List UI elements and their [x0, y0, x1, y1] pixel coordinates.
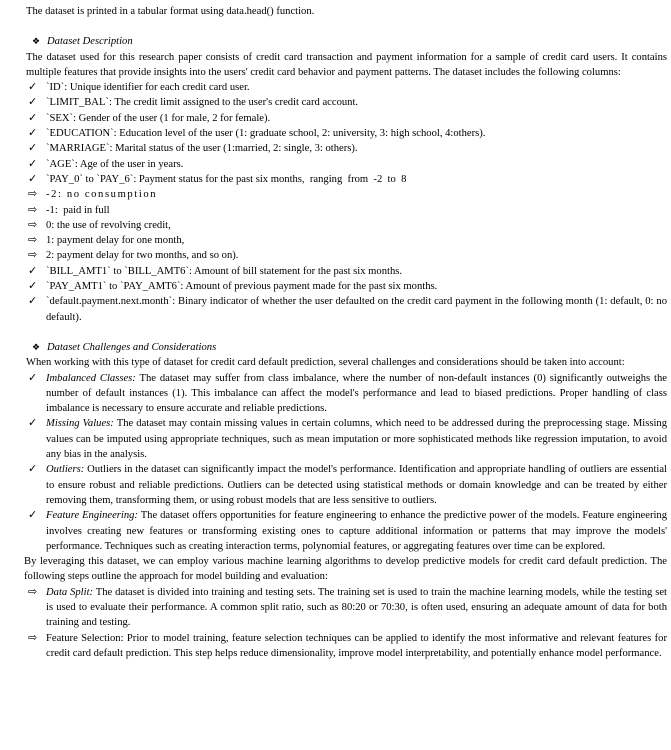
list-item-text: `PAY_AMT1` to `PAY_AMT6`: Amount of previous payment made for the past six months. — [46, 281, 438, 293]
list-item — [26, 95, 667, 110]
arrow-right-icon: ⇨ — [28, 249, 38, 262]
list-item — [26, 294, 667, 325]
list-item-term: Feature Engineering: — [46, 510, 138, 522]
checkmark-icon: ✓ — [28, 280, 38, 293]
diamond-bullet-icon: ❖ — [31, 341, 41, 352]
list-item — [26, 371, 667, 417]
checkmark-icon: ✓ — [28, 463, 38, 476]
list-item — [26, 80, 667, 95]
list-item-text: `default.payment.next.month`: Binary indicator of whether the user defaulted on the credit card payment in the following month (1: default, 0: no default). — [46, 296, 667, 323]
list-item-text — [46, 462, 667, 508]
sub-list-item — [26, 233, 667, 248]
checkmark-icon: ✓ — [28, 157, 38, 170]
sub-list-item — [26, 187, 667, 202]
checkmark-icon: ✓ — [28, 81, 38, 94]
list-item — [26, 111, 667, 126]
checkmark-icon: ✓ — [28, 295, 38, 308]
list-item-text: 1: payment delay for one month, — [46, 235, 185, 247]
list-item-text: 0: the use of revolving credit, — [46, 219, 171, 231]
list-item-text — [46, 585, 667, 631]
section-title: Dataset Challenges and Considerations — [47, 341, 217, 353]
checkmark-icon: ✓ — [28, 142, 38, 155]
sub-list-item — [26, 218, 667, 233]
list-item-text: -2: no consumption — [46, 189, 158, 201]
list-item-term: Imbalanced Classes: — [46, 372, 136, 384]
checkmark-icon: ✓ — [28, 417, 38, 430]
arrow-right-icon: ⇨ — [28, 234, 38, 247]
arrow-right-icon: ⇨ — [28, 203, 38, 216]
list-item-body: Outliers in the dataset can significantly impact the model's performance. Identification and appropriate handling of outliers are essential to ensure robust and reliable predictions. Outliers can be detected using statistical methods or domain knowledge and can be treated by either removing them, transforming them, or using robust models that are less sensitive to outliers. — [46, 464, 667, 506]
checkmark-icon: ✓ — [28, 96, 38, 109]
checkmark-icon: ✓ — [28, 371, 38, 384]
list-item-text — [46, 416, 667, 462]
approach-paragraph: By leveraging this dataset, we can employ various machine learning algorithms to develop predictive models for credit card default prediction. The following steps outline the approach for model building and evaluation: — [24, 556, 667, 583]
section-title: Dataset Description — [47, 36, 133, 48]
column-list — [26, 80, 667, 325]
list-item-text: `EDUCATION`: Education level of the user (1: graduate school, 2: university, 3: high school, 4:others). — [46, 128, 486, 140]
sub-list-item — [26, 248, 667, 263]
checkmark-icon: ✓ — [28, 111, 38, 124]
list-item — [26, 126, 667, 141]
diamond-bullet-icon: ❖ — [31, 36, 41, 47]
list-item-text: `AGE`: Age of the user in years. — [46, 158, 184, 170]
section-heading-challenges — [26, 340, 667, 355]
list-item-body: The dataset may suffer from class imbalance, where the number of non-default instances (0) significantly outweighs the number of default instances (1). This imbalance can affect the model's performance and lead to biased predictions. Proper handling of class imbalance is necessary to ensure accurate and reliable predictions. — [46, 372, 667, 415]
description-paragraph: The dataset used for this research paper consists of credit card transaction and payment information for a sample of credit card users. It contains multiple features that provide insights into the users' credit card behavior and payment patterns. The dataset includes the following columns: — [26, 51, 667, 78]
list-item-text: `ID`: Unique identifier for each credit card user. — [46, 82, 250, 94]
arrow-right-icon: ⇨ — [28, 585, 38, 598]
list-item-text: `MARRIAGE`: Marital status of the user (1:married, 2: single, 3: others). — [46, 143, 358, 155]
challenges-paragraph: When working with this type of dataset for credit card default prediction, several challenges and considerations should be taken into account: — [26, 357, 625, 369]
list-item-text: `PAY_0` to `PAY_6`: Payment status for the past six months, ranging from -2 to 8 — [46, 173, 407, 185]
arrow-right-icon: ⇨ — [28, 218, 38, 231]
list-item-text — [46, 371, 667, 417]
list-item-text: -1: paid in full — [46, 204, 110, 216]
intro-paragraph: The dataset is printed in a tabular format using data.head() function. — [26, 6, 315, 17]
list-item-text: 2: payment delay for two months, and so on). — [46, 250, 239, 262]
list-item-text — [46, 508, 667, 554]
list-item — [26, 508, 667, 554]
list-item-term: Missing Values: — [46, 418, 114, 430]
list-item-body: The dataset may contain missing values in certain columns, which need to be addressed during the preprocessing stage. Missing values can be imputed using appropriate techniques, such as mean imputation or more sophisticated methods like regression imputation, to avoid any bias in the analysis. — [46, 418, 667, 461]
checkmark-icon: ✓ — [28, 264, 38, 277]
list-item — [26, 416, 667, 462]
challenges-list — [26, 371, 667, 555]
list-item-body: The dataset offers opportunities for feature engineering to enhance the predictive power of the models. Feature engineering involves creating new features or transforming existing ones to capture additional information or patterns that may improve the models' performance. Techniques such as creating interaction terms, polynomial features, or aggregating features over time can be explored. — [46, 510, 668, 552]
list-item — [26, 279, 667, 294]
list-item-term: Data Split: — [46, 586, 94, 598]
list-item — [26, 141, 667, 156]
list-item — [26, 157, 667, 172]
list-item — [26, 585, 667, 631]
section-heading-description — [26, 34, 667, 49]
list-item — [26, 631, 667, 662]
list-item-text: `BILL_AMT1` to `BILL_AMT6`: Amount of bill statement for the past six months. — [46, 265, 403, 277]
list-item-text: `LIMIT_BAL`: The credit limit assigned to the user's credit card account. — [46, 97, 359, 109]
list-item-body: The dataset is divided into training and testing sets. The training set is used to train the machine learning models, while the testing set is used to evaluate their performance. A common split ratio, such as 80:20 or 70:30, is often used, ensuring an adequate amount of data for both training and testing. — [46, 586, 667, 629]
list-item — [26, 264, 667, 279]
arrow-right-icon: ⇨ — [28, 188, 38, 201]
list-item-text: `SEX`: Gender of the user (1 for male, 2 for female). — [46, 112, 271, 124]
list-item — [26, 172, 667, 187]
checkmark-icon: ✓ — [28, 509, 38, 522]
list-item-body: Feature Selection: Prior to model training, feature selection techniques can be applied to identify the most informative and relevant features for credit card default prediction. This step helps reduce dimensionality, improve model interpretability, and potentially enhance model performance. — [46, 632, 667, 659]
list-item-term: Outliers: — [46, 464, 85, 476]
arrow-right-icon: ⇨ — [28, 631, 38, 644]
approach-list — [26, 585, 667, 661]
sub-list-item — [26, 203, 667, 218]
list-item-text — [46, 631, 667, 662]
checkmark-icon: ✓ — [28, 172, 38, 185]
list-item — [26, 462, 667, 508]
checkmark-icon: ✓ — [28, 127, 38, 140]
